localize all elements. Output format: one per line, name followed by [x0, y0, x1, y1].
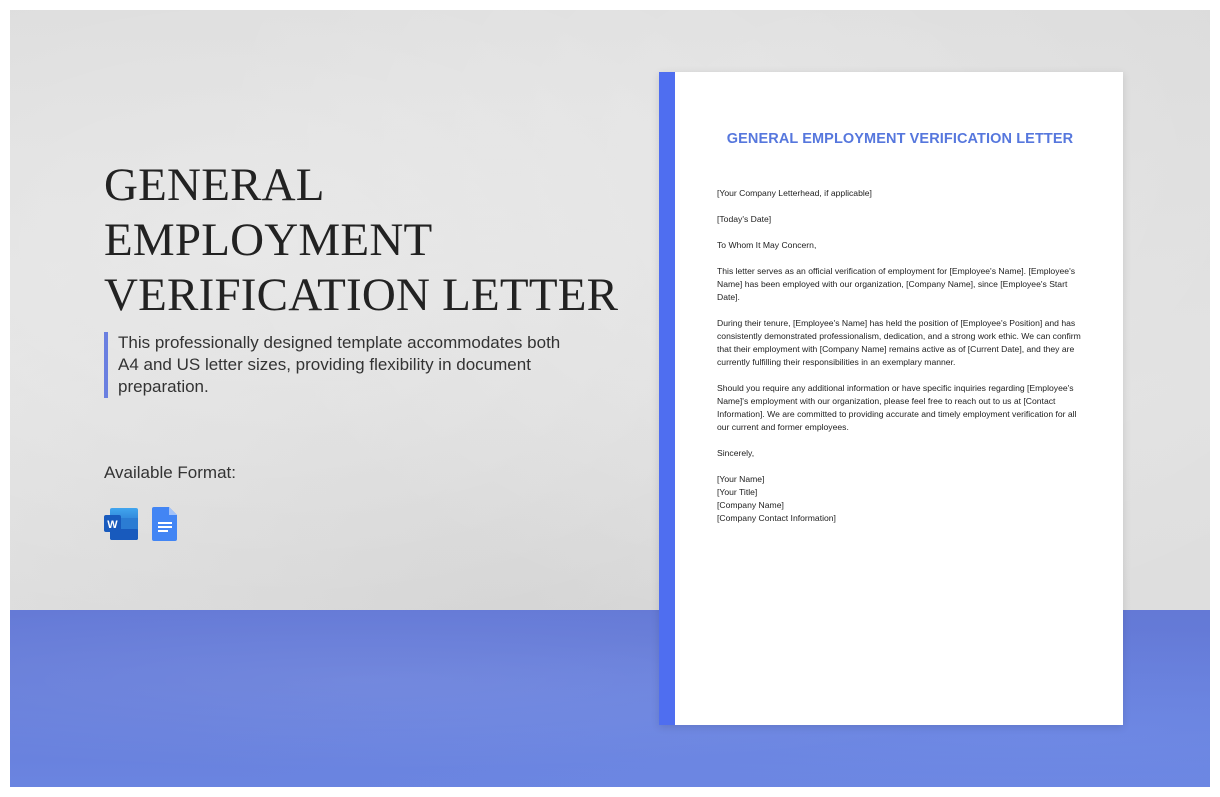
closing: Sincerely,: [717, 448, 755, 458]
svg-text:W: W: [107, 519, 118, 531]
preview-canvas: [10, 10, 1210, 787]
document-page: [675, 72, 1123, 725]
google-docs-icon[interactable]: [152, 506, 188, 542]
paragraph-3: Should you require any additional information or have specific inquiries regarding [Employee's Name]'s employment with our organization, please feel free to reach out to us at [Contact Information]. We are committed to providing accurate and timely employment verification for all our current and former employees.: [717, 383, 1077, 432]
signature-title: [Your Title]: [717, 487, 758, 497]
template-description: This professionally designed template accommodates both A4 and US letter sizes, providing flexibility in document preparation.: [104, 332, 584, 398]
title-line-2: EMPLOYMENT: [104, 214, 433, 266]
title-line-3: VERIFICATION LETTER: [104, 269, 619, 321]
letterhead-placeholder: [Your Company Letterhead, if applicable]: [717, 188, 872, 198]
signature-name: [Your Name]: [717, 474, 765, 484]
document-accent-stripe: [659, 72, 675, 725]
template-title: [104, 158, 664, 323]
signature-company: [Company Name]: [717, 500, 784, 510]
format-icons: [103, 506, 188, 542]
paragraph-2: During their tenure, [Employee's Name] has held the position of [Employee's Position] and has consistently demonstrated professionalism, dedication, and a strong work ethic. We can confirm that their employment with [Company Name] remains active as of [Current Date], and they are currently fulfilling their responsibilities in an exemplary manner.: [717, 318, 1081, 367]
word-icon[interactable]: [103, 506, 139, 542]
signature-contact: [Company Contact Information]: [717, 513, 836, 523]
paragraph-1: This letter serves as an official verification of employment for [Employee's Name]. [Employee's Name] has been employed with our organization, [Company Name], since [Employee's Start Date].: [717, 266, 1076, 302]
date-placeholder: [Today's Date]: [717, 214, 772, 224]
available-format-label: Available Format:: [104, 463, 236, 482]
title-line-1: GENERAL: [104, 159, 325, 211]
document-preview: [659, 72, 1123, 725]
document-title: GENERAL EMPLOYMENT VERIFICATION LETTER: [726, 131, 1074, 147]
salutation: To Whom It May Concern,: [717, 240, 817, 250]
document-body: [717, 187, 1083, 525]
